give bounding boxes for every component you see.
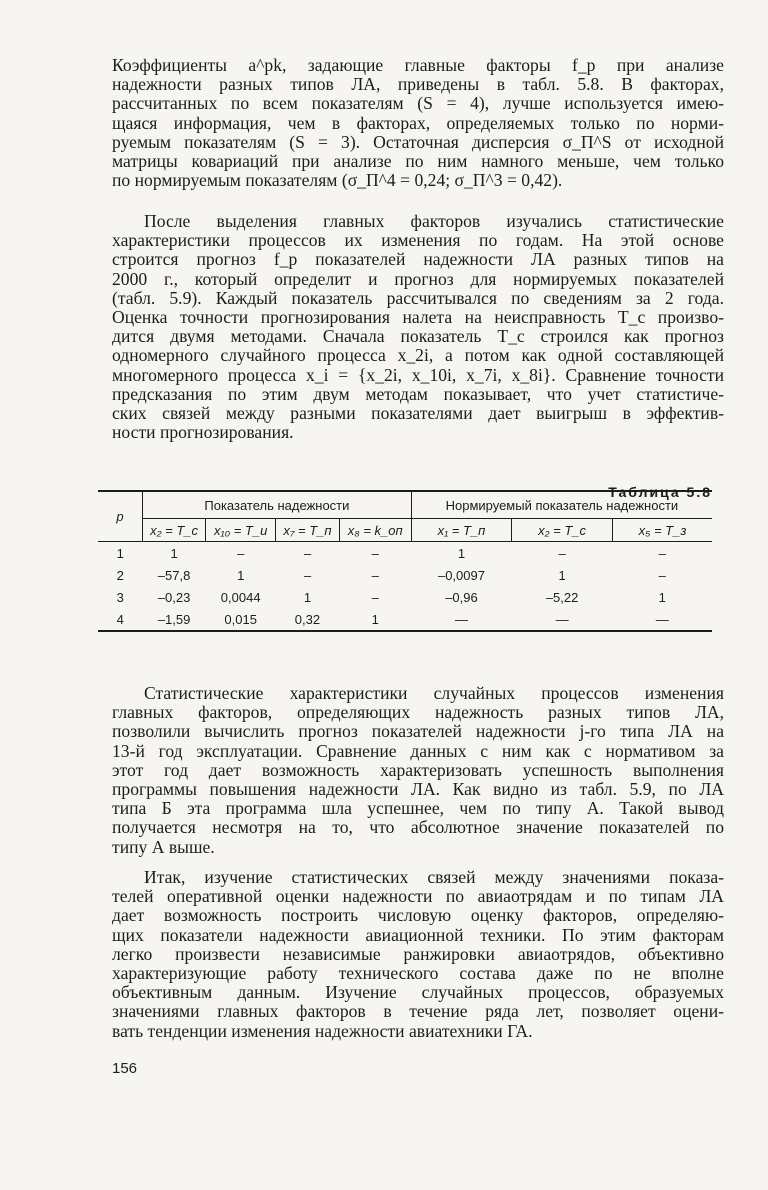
table-cell: –	[237, 545, 245, 561]
table-cell: –5,22	[545, 589, 579, 605]
page-number: 156	[112, 1060, 138, 1077]
text-line: рассчитанных по всем показателям (S = 4), лучше используется имею-	[112, 93, 724, 114]
text-line: типу А выше.	[112, 836, 215, 857]
text-line: дает возможность построить числовую оценку факторов, определяю-	[112, 905, 724, 926]
text-line: Итак, изучение статистических связей между значениями показа-	[144, 867, 724, 887]
table-cell: 1	[116, 545, 124, 561]
table-cell: 1	[658, 589, 666, 605]
text-line: щих показатели надежности авиационной техники. По этим факторам	[112, 924, 724, 945]
text-line: щаяся информация, чем в факторах, определяемых только по норми-	[112, 112, 724, 133]
text-line: (табл. 5.9). Каждый показатель рассчитывался по сведениям за 2 года.	[112, 287, 724, 308]
text-line: объективным данным. Изучение случайных процессов, образуемых	[112, 982, 724, 1003]
text-line: типа Б эта программа шла успешнее, чем по типу А. Такой вывод	[112, 798, 724, 819]
text-line: вать тенденции изменения надежности авиатехники ГА.	[112, 1020, 533, 1041]
table-cell: —	[512, 608, 613, 631]
text-line: характеризующие работу технического состава даже по не вполне	[112, 963, 724, 984]
table-row	[98, 564, 712, 586]
column-header: x₇ = T_п	[276, 519, 339, 542]
text-line: многомерного процесса x_i = {x_2i, x_10i, x_7i, x_8i}. Сравнение точности	[112, 364, 724, 385]
table-cell: –0,96	[445, 589, 478, 605]
table-cell: –	[303, 545, 312, 561]
text-line: Статистические характеристики случайных процессов изменения	[144, 683, 724, 703]
paragraph-2	[112, 212, 724, 442]
table-cell: –	[658, 567, 666, 583]
table-cell: 0,0044	[220, 589, 261, 605]
text-line: дится двумя методами. Сначала показатель T_c строился как прогноз	[112, 326, 724, 347]
table-cell: 1	[558, 567, 566, 583]
text-line: характеристики процессов их изменения по годам. На этой основе	[112, 230, 724, 251]
column-header: x₂ = T_c	[143, 519, 206, 542]
table-cell: –	[558, 545, 566, 561]
table-cell: –	[371, 567, 379, 583]
column-header: x₅ = T_з	[613, 519, 713, 542]
table-cell: —	[613, 608, 713, 631]
table-row	[98, 608, 712, 631]
table-cell: —	[411, 608, 511, 631]
table-cell: –1,59	[143, 608, 206, 631]
table-cell: 0,015	[206, 608, 276, 631]
table-cell: –	[658, 545, 666, 561]
text-line: значениями главных факторов в течение ряда лет, позволяет оцени-	[112, 1001, 724, 1022]
column-header: x₁₀ = T_и	[206, 519, 276, 542]
paragraph-1	[112, 56, 724, 190]
text-line: ских связей между разными показателями дает выигрыш в эффектив-	[112, 403, 724, 424]
table-cell: 3	[116, 589, 124, 605]
data-table-container	[98, 490, 712, 632]
text-line: строится прогноз f_p показателей надежности ЛА разных типов на	[112, 249, 724, 270]
table-caption: Таблица 5.8	[608, 484, 712, 500]
text-line: 2000 г., который определит и прогноз для нормируемых показателей	[112, 268, 724, 289]
column-header: x₂ = T_c	[512, 519, 613, 542]
paragraph-4	[112, 868, 724, 1041]
column-header: x₁ = T_п	[411, 519, 511, 542]
text-line: ности прогнозирования.	[112, 422, 294, 443]
table-cell: –	[371, 545, 379, 561]
text-line: телей оперативной оценки надежности по авиаотрядам и по типам ЛА	[112, 886, 724, 907]
table-cell: 1	[170, 545, 178, 561]
group-header-reliability: Показатель надежности	[143, 491, 412, 519]
text-line: надежности разных типов ЛА, приведены в табл. 5.8. В факторах,	[112, 74, 724, 95]
text-line: предсказания по этим двум методам показывает, что учет статистиче-	[112, 383, 724, 404]
text-line: Оценка точности прогнозирования налета на неисправность T_c произво-	[112, 307, 724, 328]
text-line: легко произвести независимые ранжировки авиаотрядов, объективно	[112, 943, 724, 964]
table-cell: 0,32	[276, 608, 339, 631]
table-cell: –	[303, 567, 312, 583]
text-line: программы повышения надежности ЛА. Как видно из табл. 5.9, по ЛА	[112, 779, 724, 800]
paragraph-3	[112, 684, 724, 857]
text-line: матрицы коваpиаций при анализе по ним намного меньше, чем только	[112, 151, 724, 172]
text-line: руемым показателям (S = 3). Остаточная дисперсия σ_П^S от исходной	[112, 131, 724, 152]
table-cell: 1	[303, 589, 312, 605]
text-line: 13-й год эксплуатации. Сравнение данных с ним как с нормативом за	[112, 740, 724, 761]
group-header-normalized: Нормируемый показатель надежности	[411, 491, 712, 519]
text-line: по нормируемым показателям (σ_П^4 = 0,24; σ_П^3 = 0,42).	[112, 170, 563, 191]
table-row	[98, 586, 712, 608]
text-line: получается несмотря на то, что абсолютное значение показателей по	[112, 817, 724, 838]
text-line: главных факторов, определяющих надежность разных типов ЛА,	[112, 702, 724, 723]
table-cell: –0,23	[157, 589, 191, 605]
data-table	[98, 490, 712, 632]
table-cell: 4	[98, 608, 143, 631]
text-line: После выделения главных факторов изучались статистические	[144, 211, 724, 231]
table-cell: 1	[339, 608, 411, 631]
text-line: позволили вычислить прогноз показателей надежности j-го типа ЛА на	[112, 721, 724, 742]
table-cell: –0,0097	[437, 567, 485, 583]
column-header-p: p	[98, 491, 143, 542]
text-line: этот год дает возможность характеризовать успешность выполнения	[112, 759, 724, 780]
column-header: x₈ = k_оп	[339, 519, 411, 542]
text-line: одномерного случайного процесса x_2i, а потом как одной составляющей	[112, 345, 724, 366]
table-cell: 2	[116, 567, 124, 583]
table-cell: 1	[457, 545, 466, 561]
table-cell: 1	[237, 567, 245, 583]
table-cell: –57,8	[157, 567, 191, 583]
table-row	[98, 542, 712, 565]
table-cell: –	[371, 589, 379, 605]
text-line: Коэффициенты a^pk, задающие главные факторы f_p при анализе	[112, 55, 724, 75]
